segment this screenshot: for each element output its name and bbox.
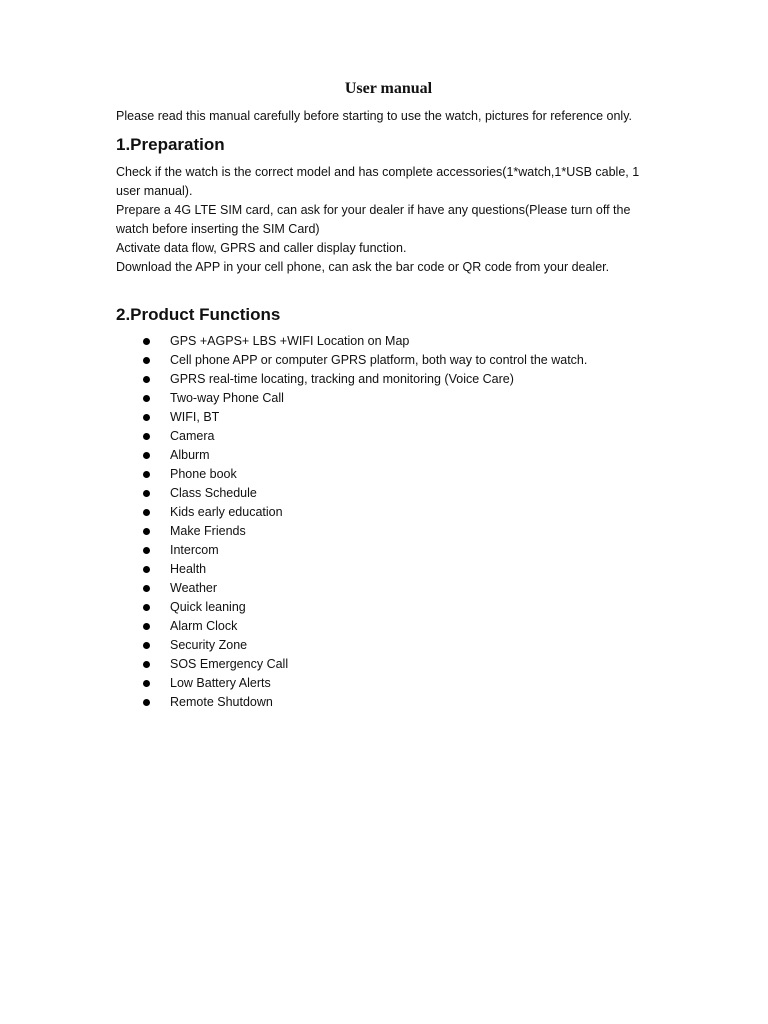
- list-item-text: Low Battery Alerts: [170, 676, 271, 690]
- list-item: [116, 636, 661, 655]
- preparation-body: [116, 163, 661, 277]
- list-item-text: GPS +AGPS+ LBS +WIFI Location on Map: [170, 334, 410, 348]
- list-item-text: Quick leaning: [170, 600, 246, 614]
- bullet-icon: [143, 414, 150, 421]
- bullet-icon: [143, 433, 150, 440]
- bullet-icon: [143, 585, 150, 592]
- bullet-icon: [143, 357, 150, 364]
- list-item-text: Two-way Phone Call: [170, 391, 284, 405]
- list-item: [116, 332, 661, 351]
- bullet-icon: [143, 509, 150, 516]
- list-item: [116, 655, 661, 674]
- bullet-icon: [143, 661, 150, 668]
- bullet-icon: [143, 395, 150, 402]
- list-item: [116, 541, 661, 560]
- preparation-paragraph: Check if the watch is the correct model and has complete accessories(1*watch,1*USB cable, 1 user manual).: [116, 165, 640, 198]
- bullet-icon: [143, 623, 150, 630]
- list-item: [116, 465, 661, 484]
- list-item: [116, 617, 661, 636]
- list-item-text: Make Friends: [170, 524, 246, 538]
- list-item-text: WIFI, BT: [170, 410, 220, 424]
- document-title: User manual: [344, 80, 433, 97]
- bullet-icon: [143, 642, 150, 649]
- list-item-text: Camera: [170, 429, 215, 443]
- list-item: [116, 522, 661, 541]
- product-functions-list: [116, 332, 661, 712]
- list-item: [116, 693, 661, 712]
- list-item: [116, 484, 661, 503]
- list-item: [116, 674, 661, 693]
- bullet-icon: [143, 528, 150, 535]
- list-item: [116, 427, 661, 446]
- list-item: [116, 598, 661, 617]
- bullet-icon: [143, 490, 150, 497]
- list-item-text: Cell phone APP or computer GPRS platform, both way to control the watch.: [170, 353, 588, 367]
- preparation-paragraph: Activate data flow, GPRS and caller display function.: [116, 241, 407, 255]
- section-heading-product-functions: 2.Product Functions: [116, 305, 281, 324]
- list-item: [116, 503, 661, 522]
- list-item-text: Security Zone: [170, 638, 248, 652]
- bullet-icon: [143, 699, 150, 706]
- list-item-text: Weather: [170, 581, 218, 595]
- list-item-text: SOS Emergency Call: [170, 657, 289, 671]
- bullet-icon: [143, 338, 150, 345]
- bullet-icon: [143, 376, 150, 383]
- list-item: [116, 560, 661, 579]
- list-item: [116, 370, 661, 389]
- bullet-icon: [143, 680, 150, 687]
- intro-paragraph: Please read this manual carefully before starting to use the watch, pictures for reference only.: [116, 109, 633, 123]
- list-item-text: Alburm: [170, 448, 210, 462]
- list-item-text: Class Schedule: [170, 486, 257, 500]
- list-item: [116, 351, 661, 370]
- bullet-icon: [143, 566, 150, 573]
- preparation-paragraph: Download the APP in your cell phone, can ask the bar code or QR code from your dealer.: [116, 260, 610, 274]
- list-item: [116, 389, 661, 408]
- list-item-text: Phone book: [170, 467, 237, 481]
- list-item-text: Remote Shutdown: [170, 695, 273, 709]
- list-item-text: GPRS real-time locating, tracking and monitoring (Voice Care): [170, 372, 514, 386]
- list-item-text: Kids early education: [170, 505, 283, 519]
- manual-page: [116, 78, 661, 712]
- section-heading-preparation: 1.Preparation: [116, 135, 225, 154]
- list-item: [116, 408, 661, 427]
- bullet-icon: [143, 452, 150, 459]
- list-item-text: Intercom: [170, 543, 219, 557]
- bullet-icon: [143, 471, 150, 478]
- bullet-icon: [143, 604, 150, 611]
- list-item: [116, 446, 661, 465]
- list-item: [116, 579, 661, 598]
- list-item-text: Alarm Clock: [170, 619, 238, 633]
- list-item-text: Health: [170, 562, 207, 576]
- bullet-icon: [143, 547, 150, 554]
- preparation-paragraph: Prepare a 4G LTE SIM card, can ask for your dealer if have any questions(Please turn off the watch before inserting the SIM Card): [116, 203, 631, 236]
